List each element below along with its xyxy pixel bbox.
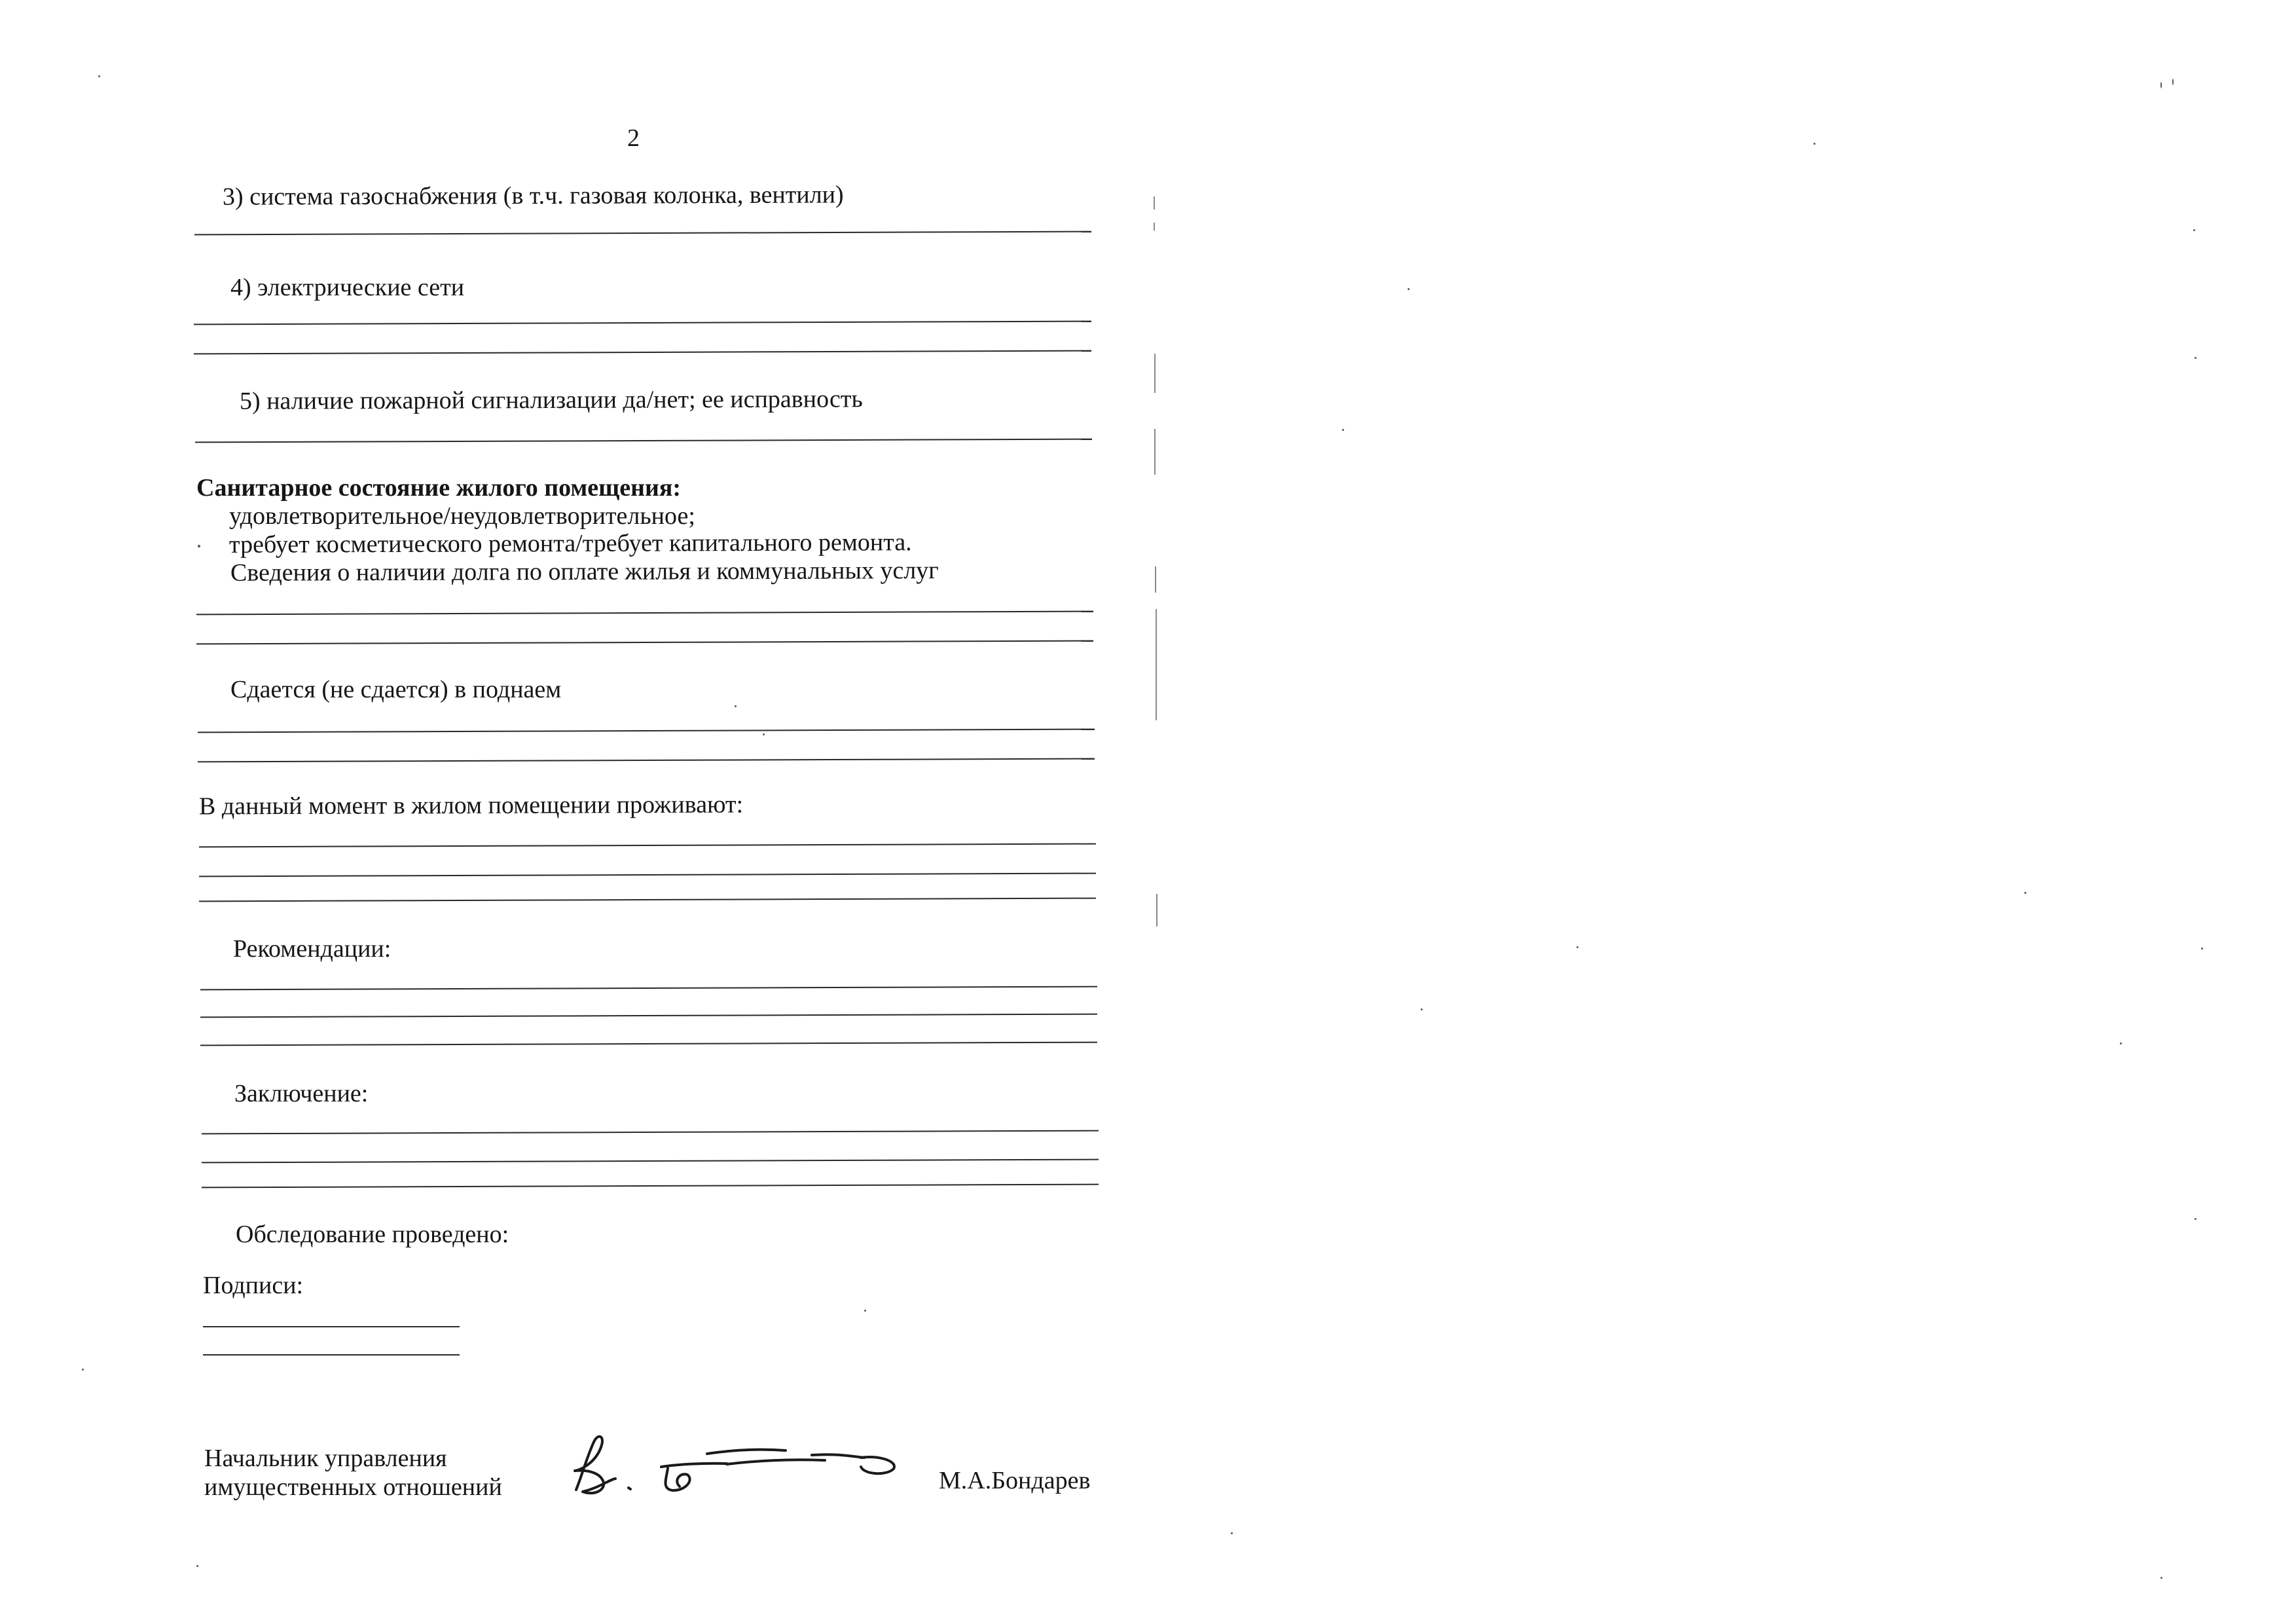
residents-label: В данный момент в жилом помещении проживают:: [198, 790, 744, 821]
scan-speck: [196, 1565, 198, 1567]
official-position-line-2: имущественных отношений: [204, 1473, 502, 1501]
conclusion-fill-line-3: [202, 1184, 1099, 1189]
scan-edge-mark: [1154, 223, 1155, 231]
residents-fill-line-2: [199, 873, 1096, 877]
sublet-label: Сдается (не сдается) в поднаем: [230, 676, 562, 703]
stray-dot: [198, 545, 200, 547]
recommendations-fill-line-2: [200, 1014, 1097, 1018]
sublet-fill-line-1: [198, 729, 1095, 733]
handwritten-signature: [563, 1428, 903, 1500]
scan-edge-mark: [1154, 196, 1155, 210]
signature-blank-2: [203, 1354, 460, 1356]
scan-speck: [2195, 357, 2196, 359]
residents-fill-line-1: [199, 843, 1096, 848]
electric-fill-line-2: [194, 350, 1091, 355]
scan-speck: [2120, 1043, 2122, 1044]
scan-speck: [735, 705, 737, 707]
scan-speck: [2193, 229, 2195, 231]
scan-edge-mark: [1154, 429, 1156, 475]
scan-edge-mark: [1155, 566, 1156, 593]
scan-speck: [763, 733, 765, 735]
recommendations-fill-line-1: [200, 986, 1097, 991]
scan-speck: [2160, 1577, 2162, 1579]
scan-speck: [2160, 82, 2162, 88]
debt-fill-line-1: [196, 611, 1093, 616]
sanitary-option-condition: удовлетворительное/неудовлетворительное;: [229, 502, 695, 530]
scan-speck: [1576, 946, 1578, 948]
residents-fill-line-3: [199, 898, 1096, 902]
sanitary-option-repair: требует косметического ремонта/требует капитального ремонта.: [228, 528, 912, 559]
scan-speck: [1421, 1008, 1423, 1010]
fire-alarm-item: 5) наличие пожарной сигнализации да/нет; ее исправность: [239, 385, 863, 415]
recommendations-label: Рекомендации:: [233, 935, 392, 963]
conclusion-fill-line-1: [202, 1130, 1099, 1135]
inspection-label: Обследование проведено:: [236, 1221, 509, 1248]
scan-speck: [2024, 892, 2026, 894]
recommendations-fill-line-3: [200, 1042, 1097, 1046]
signatures-label: Подписи:: [203, 1272, 304, 1299]
debt-info-label: Сведения о наличии долга по оплате жилья и коммунальных услуг: [230, 557, 939, 587]
sanitary-heading: Санитарное состояние жилого помещения:: [196, 474, 682, 502]
scan-edge-mark: [1156, 609, 1157, 720]
official-position-line-1: Начальник управления: [204, 1445, 447, 1472]
scan-speck: [2201, 948, 2203, 950]
scan-edge-mark: [1154, 354, 1156, 393]
gas-supply-item: 3) система газоснабжения (в т.ч. газовая колонка, вентили): [222, 181, 844, 211]
page-number: 2: [627, 124, 640, 152]
scan-edge-mark: [1156, 894, 1157, 927]
scan-speck: [864, 1310, 866, 1312]
scan-speck: [1408, 288, 1410, 290]
scan-speck: [1813, 143, 1815, 145]
scan-speck: [1342, 429, 1344, 431]
scan-speck: [1231, 1532, 1233, 1534]
scan-speck: [98, 75, 100, 77]
fire-alarm-fill-line: [195, 439, 1092, 443]
gas-supply-fill-line: [194, 231, 1091, 236]
signature-blank-1: [203, 1326, 460, 1327]
scan-speck: [2172, 79, 2174, 85]
scan-speck: [82, 1369, 84, 1371]
electric-networks-item: 4) электрические сети: [230, 274, 465, 301]
official-name: М.А.Бондарев: [939, 1467, 1091, 1494]
debt-fill-line-2: [196, 640, 1093, 645]
electric-fill-line-1: [194, 321, 1091, 325]
scan-speck: [2195, 1218, 2196, 1220]
conclusion-label: Заключение:: [234, 1080, 369, 1107]
sublet-fill-line-2: [198, 758, 1095, 763]
conclusion-fill-line-2: [202, 1159, 1099, 1164]
